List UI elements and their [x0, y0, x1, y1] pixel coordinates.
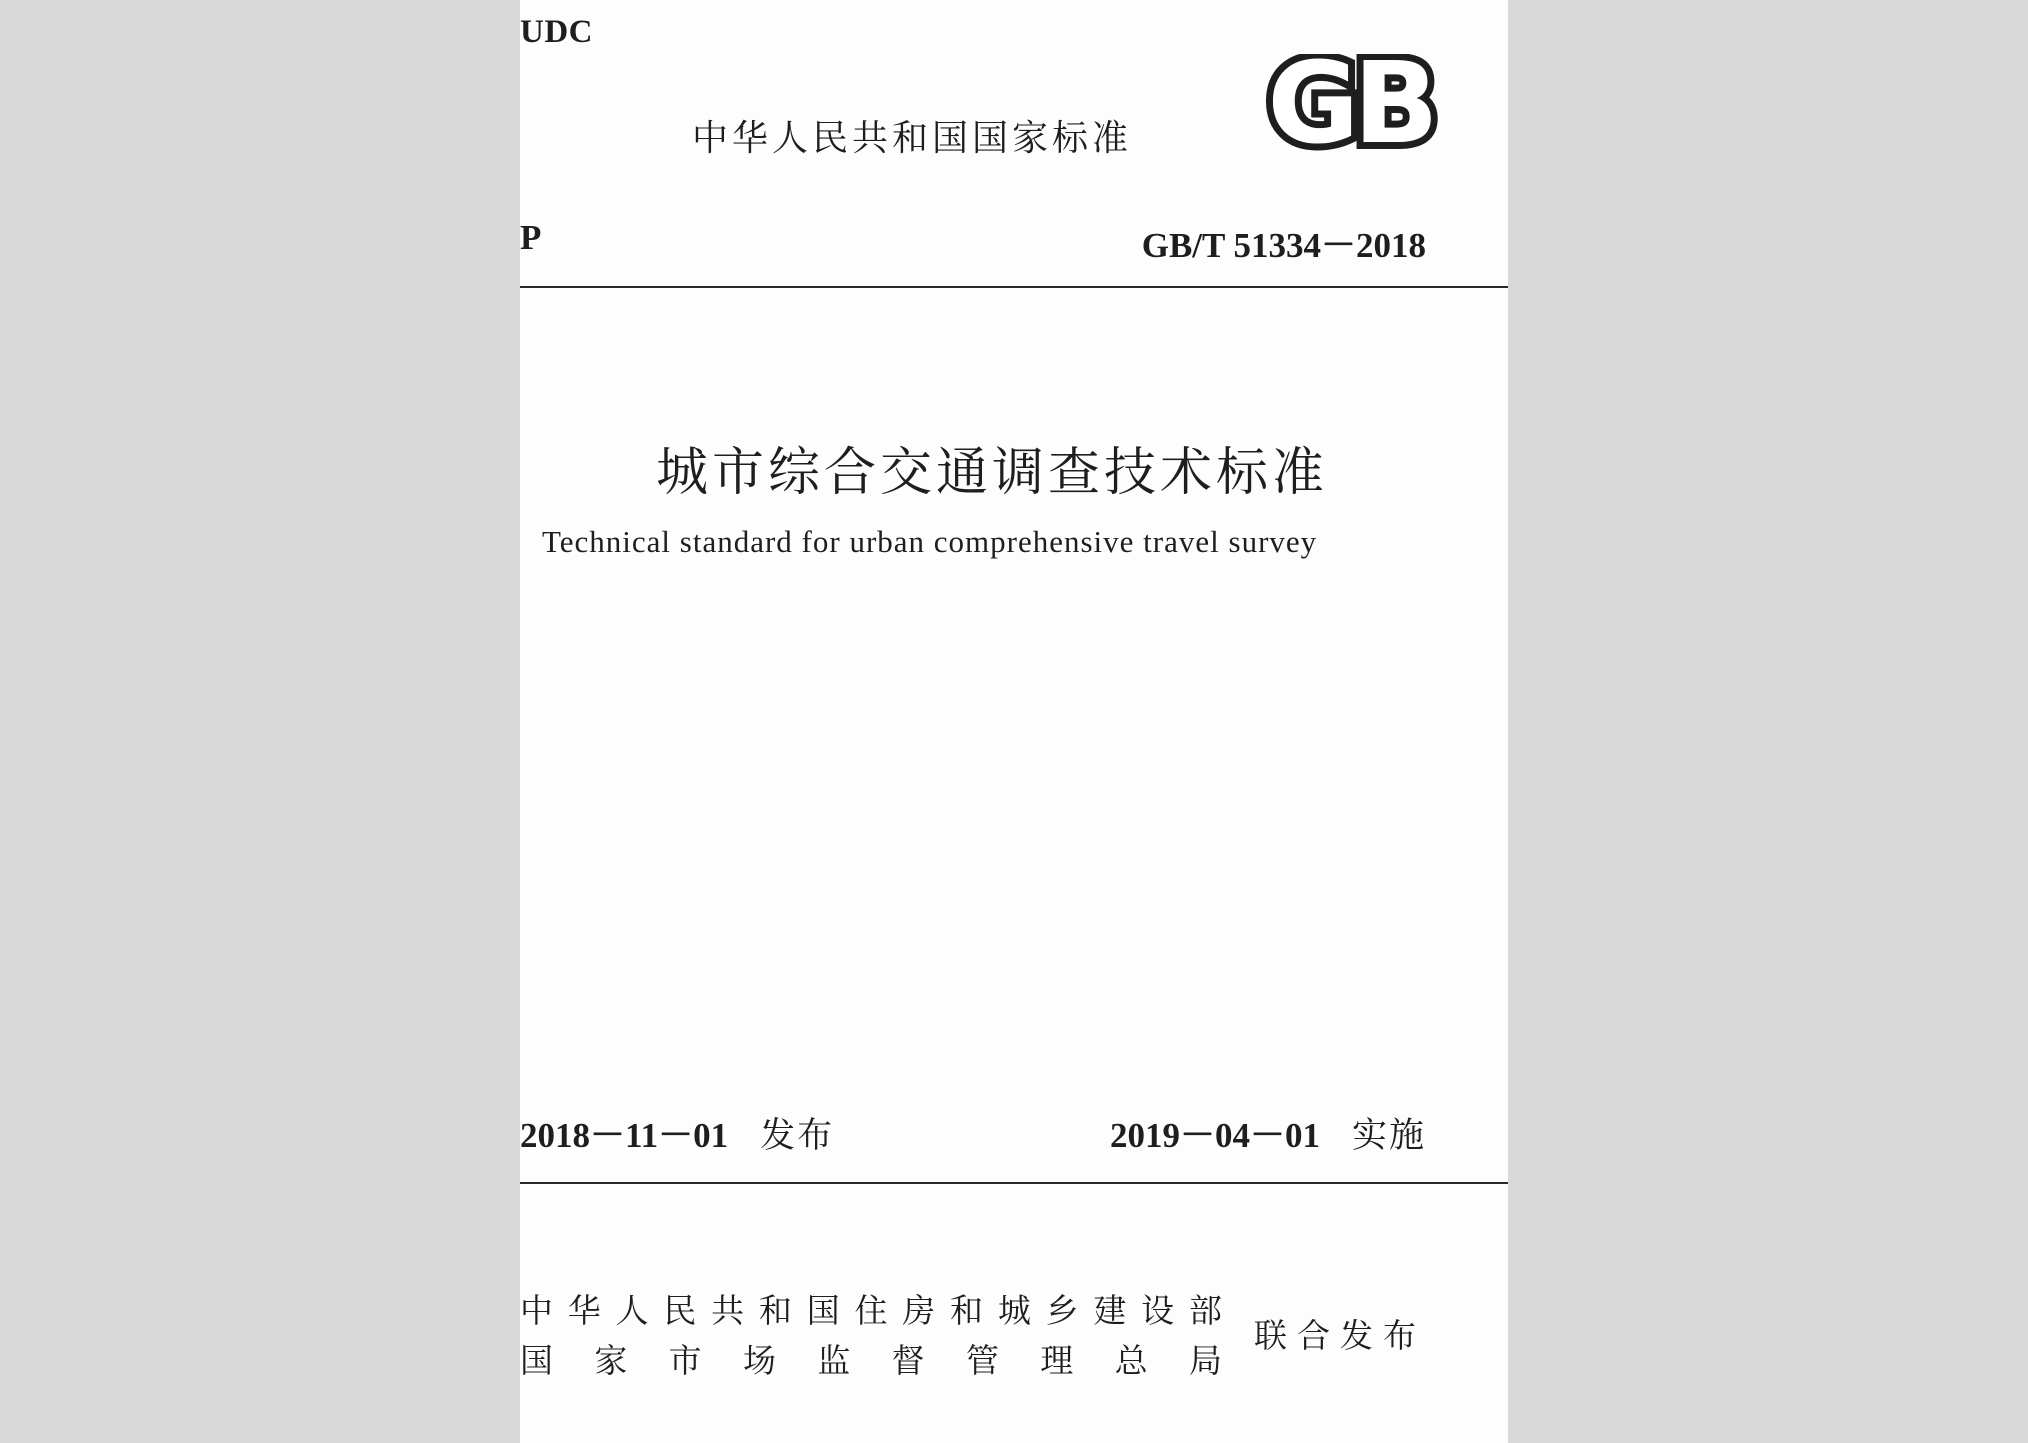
udc-label: UDC — [520, 14, 593, 50]
gb-logo — [1250, 54, 1450, 154]
issuer-line-1: 中 华 人 民 共 和 国 住 房 和 城 乡 建 设 部 — [520, 1291, 1222, 1330]
issuing-authorities — [520, 1286, 1222, 1386]
issue-date-block — [520, 1108, 834, 1158]
issue-date: 2018－11－01 — [520, 1116, 729, 1155]
title-chinese: 城市综合交通调查技术标准 — [655, 443, 1328, 503]
issuer-line-2: 国 家 市 场 监 督 管 理 总 局 — [520, 1341, 1222, 1380]
issue-label: 发布 — [760, 1116, 835, 1156]
effective-date-block — [1110, 1108, 1426, 1158]
effective-label: 实施 — [1351, 1116, 1426, 1156]
standard-cover-page — [520, 0, 1508, 1443]
classification-code: P — [520, 218, 542, 257]
top-divider — [520, 286, 1508, 288]
joint-issue-label: 联合发布 — [1254, 1316, 1426, 1355]
standard-number: GB/T 51334－2018 — [1141, 226, 1426, 265]
gb-logo-text: GB — [1267, 54, 1433, 154]
bottom-divider — [520, 1182, 1508, 1184]
national-standard-label: 中华人民共和国国家标准 — [692, 118, 1133, 159]
effective-date: 2019－04－01 — [1109, 1116, 1320, 1155]
title-english: Technical standard for urban comprehensive travel survey — [542, 524, 1318, 559]
